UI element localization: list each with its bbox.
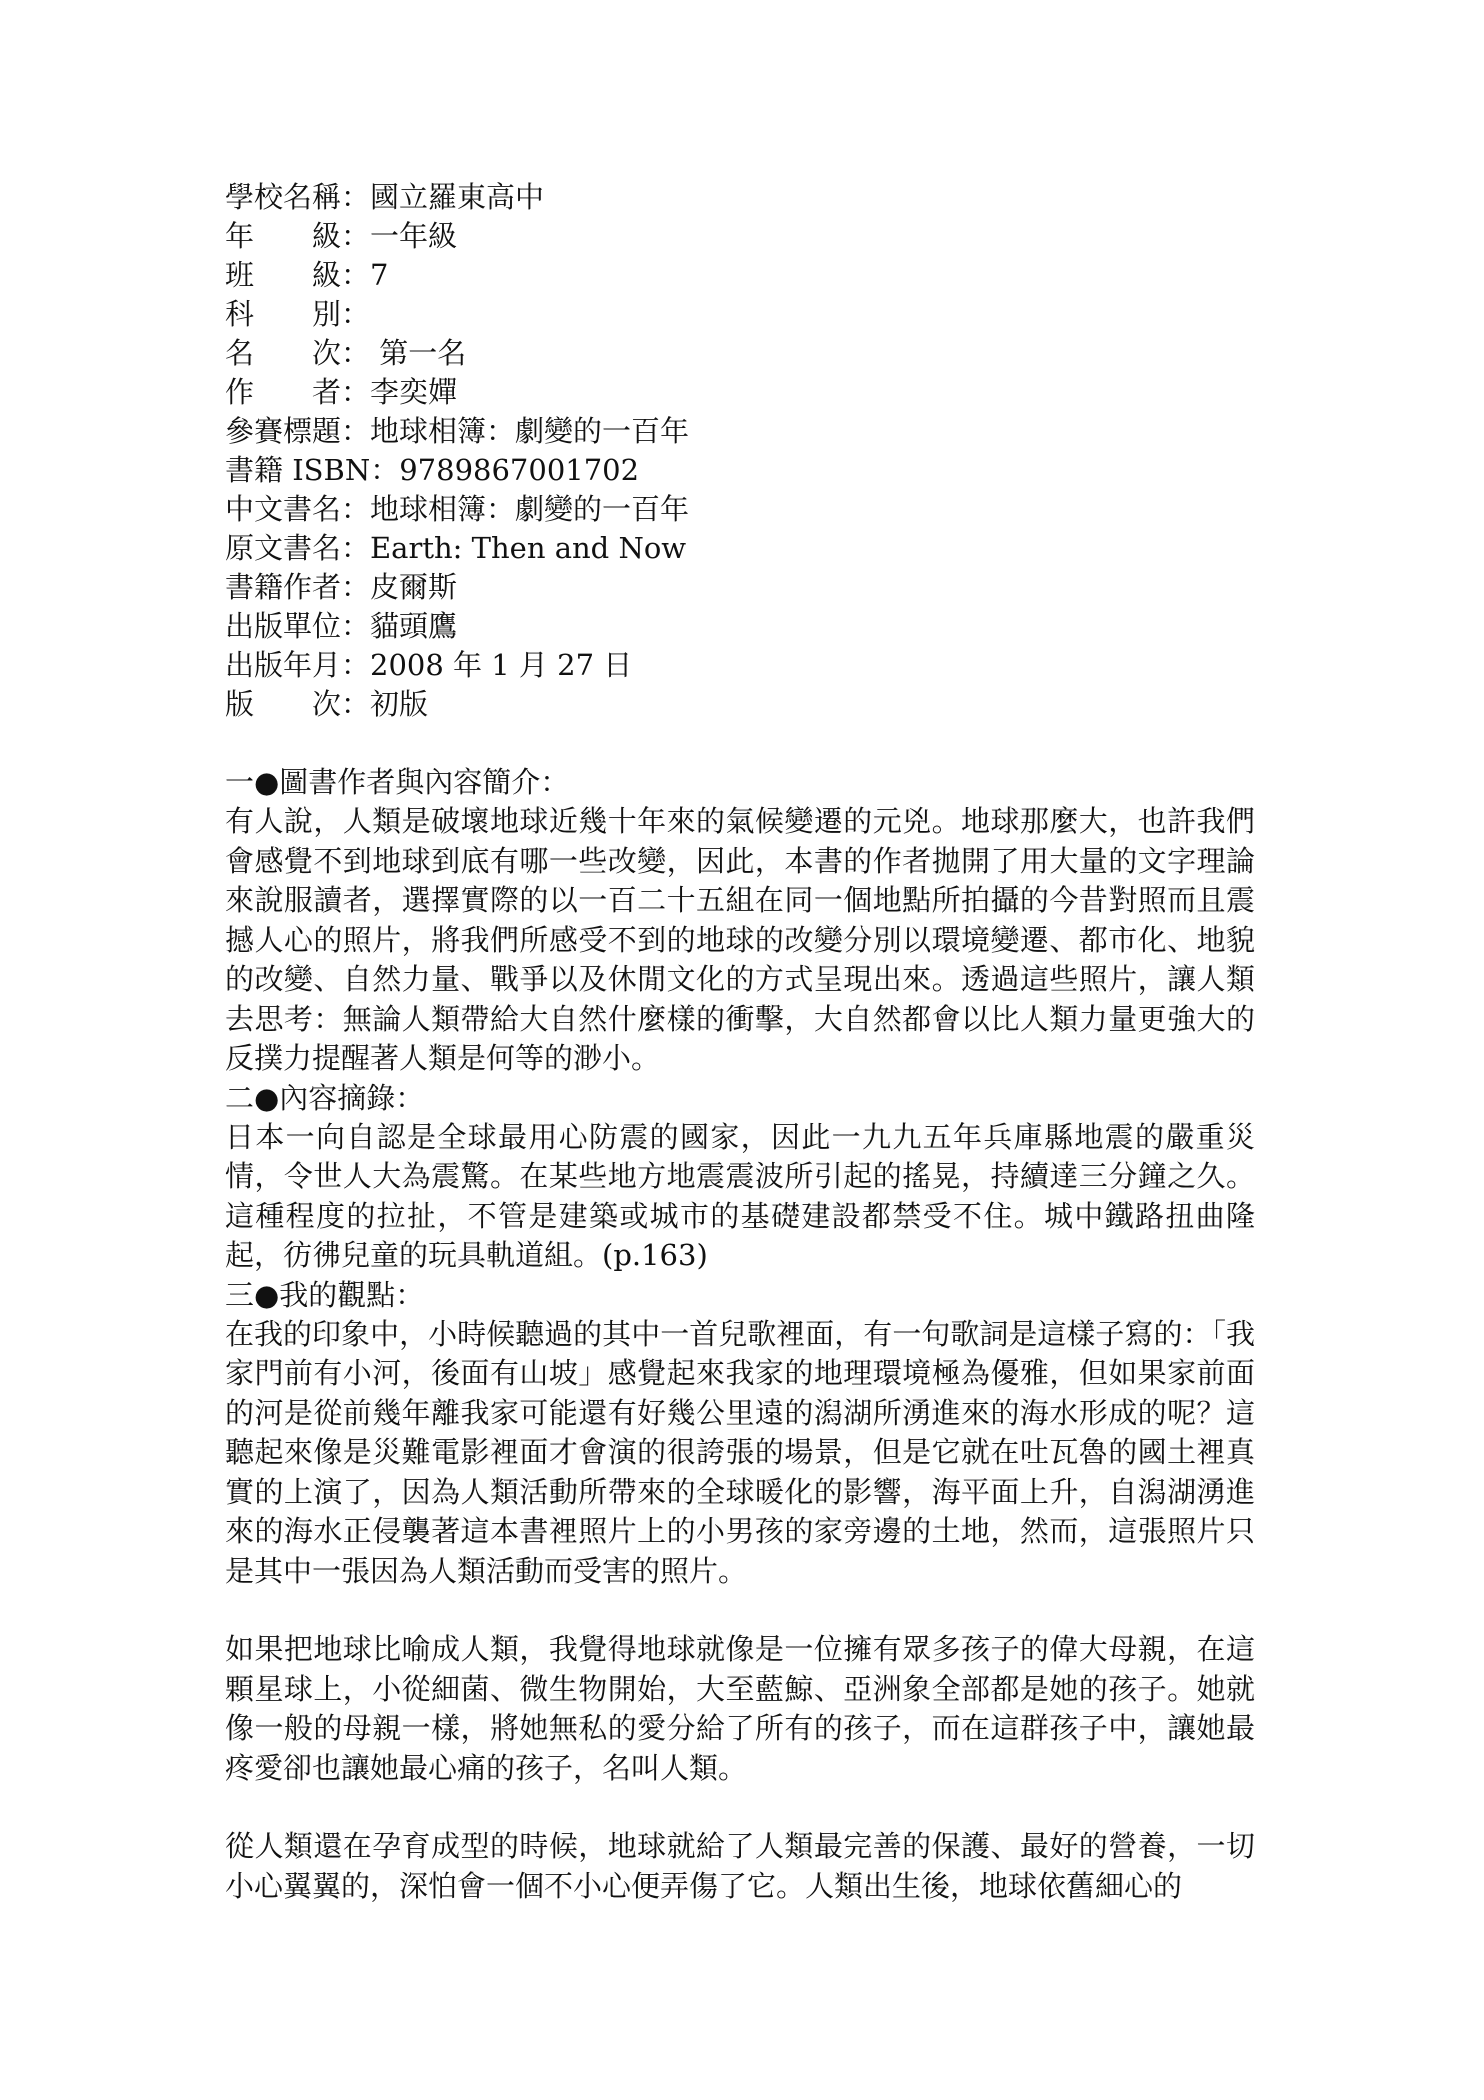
section-1-text: 有人說，人類是破壞地球近幾十年來的氣候變遷的元兇。地球那麼大，也許我們會感覺不到地球到底有哪一些改變，因此，本書的作者拋開了用大量的文字理論來說服讀者，選擇實際的以一百二十五組在同一個地點所拍攝的今昔對照而且震撼人心的照片，將我們所感受不到的地球的改變分別以環境變遷、都市化、地貌的改變、自然力量、戰爭以及休閒文化的方式呈現出來。透過這些照片，讓人類去思考：無論人類帶給大自然什麼樣的衝擊，大自然都會以比人類力量更強大的反撲力提醒著人類是何等的渺小。 <box>225 804 1255 1075</box>
info-block <box>225 178 1255 724</box>
info-original-title: 原文書名：Earth: Then and Now <box>225 531 687 565</box>
info-chinese-title: 中文書名：地球相簿：劇變的一百年 <box>225 492 690 526</box>
section-3-paragraph-3: 從人類還在孕育成型的時候，地球就給了人類最完善的保護、最好的營養，一切小心翼翼的，深怕會一個不小心便弄傷了它。人類出生後，地球依舊細心的 <box>225 1829 1255 1903</box>
info-grade: 年 級：一年級 <box>225 219 458 253</box>
blank-line <box>225 1591 1255 1630</box>
blank-line <box>225 724 1255 763</box>
info-isbn: 書籍 ISBN：9789867001702 <box>225 453 640 487</box>
info-department: 科 別： <box>225 297 371 331</box>
info-publish-date: 出版年月：2008 年 1 月 27 日 <box>225 648 633 682</box>
info-publisher: 出版單位：貓頭鷹 <box>225 609 458 643</box>
blank-line <box>225 1788 1255 1827</box>
info-book-author: 書籍作者：皮爾斯 <box>225 570 458 604</box>
section-2-heading: 二●內容摘錄： <box>225 1080 425 1115</box>
section-3-paragraph-2: 如果把地球比喻成人類，我覺得地球就像是一位擁有眾多孩子的偉大母親，在這顆星球上，小從細菌、微生物開始，大至藍鯨、亞洲象全部都是她的孩子。她就像一般的母親一樣，將她無私的愛分給了所有的孩子，而在這群孩子中，讓她最疼愛卻也讓她最心痛的孩子，名叫人類。 <box>225 1632 1255 1785</box>
section-2-text: 日本一向自認是全球最用心防震的國家，因此一九九五年兵庫縣地震的嚴重災情，令世人大為震驚。在某些地方地震震波所引起的搖晃，持續達三分鐘之久。這種程度的拉扯，不管是建築或城市的基礎建設都禁受不住。城中鐵路扭曲隆起，彷彿兒童的玩具軌道組。(p.163) <box>225 1119 1255 1272</box>
info-author: 作 者：李奕嬋 <box>225 375 458 409</box>
info-class: 班 級：7 <box>225 258 389 292</box>
info-rank: 名 次： 第一名 <box>225 336 467 370</box>
info-entry-title: 參賽標題：地球相簿：劇變的一百年 <box>225 414 690 448</box>
document-page <box>225 178 1255 1906</box>
info-edition: 版 次：初版 <box>225 687 429 721</box>
section-3-heading: 三●我的觀點： <box>225 1277 425 1312</box>
section-3-paragraph-1: 在我的印象中，小時候聽過的其中一首兒歌裡面，有一句歌詞是這樣子寫的：「我家門前有小河，後面有山坡」感覺起來我家的地理環境極為優雅，但如果家前面的河是從前幾年離我家可能還有好幾公里遠的潟湖所湧進來的海水形成的呢？這聽起來像是災難電影裡面才會演的很誇張的場景，但是它就在吐瓦魯的國土裡真實的上演了，因為人類活動所帶來的全球暖化的影響，海平面上升，自潟湖湧進來的海水正侵襲著這本書裡照片上的小男孩的家旁邊的土地，然而，這張照片只是其中一張因為人類活動而受害的照片。 <box>225 1316 1255 1588</box>
info-school: 學校名稱：國立羅東高中 <box>225 180 545 214</box>
section-1-heading: 一●圖書作者與內容簡介： <box>225 765 570 799</box>
